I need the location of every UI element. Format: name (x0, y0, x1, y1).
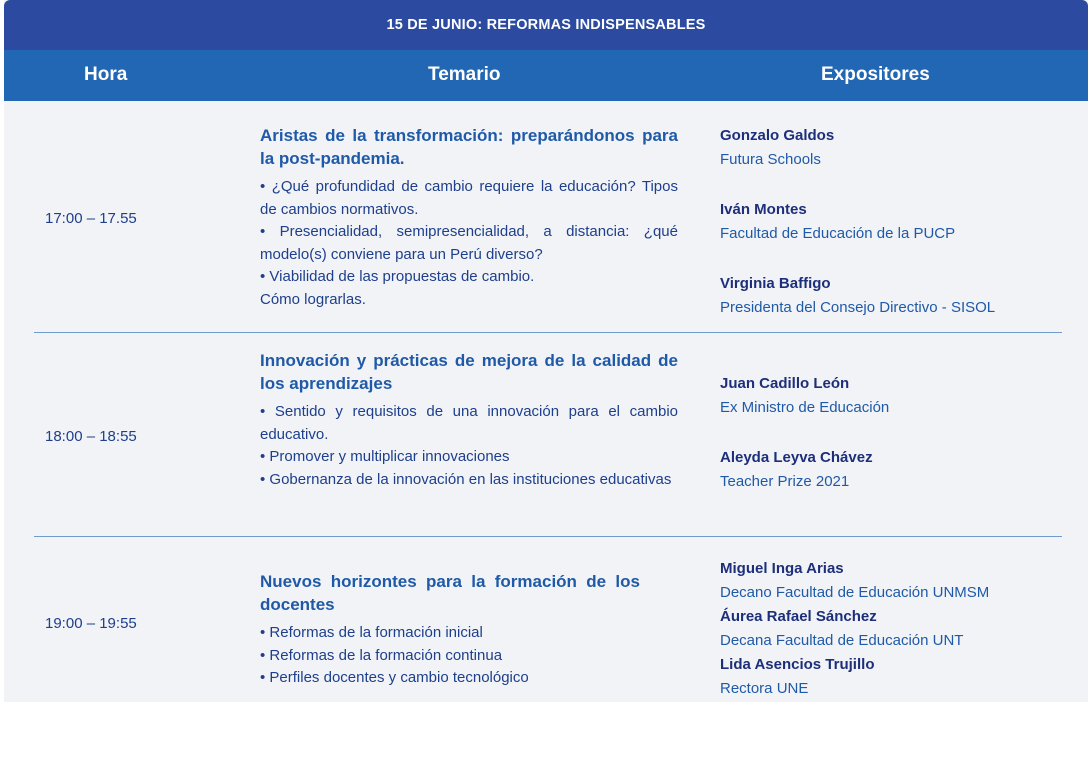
topic-bullet: • Reformas de la formación continua (260, 646, 503, 664)
topic-bullet: • Sentido y requisitos de una innovación para el cambio educativo. (260, 403, 678, 443)
topic-bullets (260, 622, 678, 690)
speaker-role: Facultad de Educación de la PUCP (720, 225, 956, 242)
topic-bullet: Cómo lograrlas. (260, 290, 366, 308)
speaker-role: Presidenta del Consejo Directivo - SISOL (720, 299, 996, 316)
speaker-role: Teacher Prize 2021 (720, 473, 850, 490)
session-time: 19:00 – 19:55 (45, 615, 137, 632)
topic-bullet: • Promover y multiplicar innovaciones (260, 448, 510, 465)
speaker-role: Ex Ministro de Educación (720, 399, 890, 416)
session-time: 18:00 – 18:55 (45, 428, 137, 445)
speakers-list (720, 557, 1080, 701)
topic-title: Innovación y prácticas de mejora de la calidad de los aprendizajes (260, 351, 678, 393)
speaker-name: Miguel Inga Arias (720, 560, 844, 577)
session-topic (260, 124, 678, 311)
speaker-role: Decano Facultad de Educación UNMSM (720, 584, 990, 601)
topic-bullets (260, 176, 678, 311)
column-header-expositores: Expositores (821, 64, 930, 85)
topic-bullet: • Gobernanza de la innovación en las instituciones educativas (260, 470, 672, 488)
topic-bullet: • ¿Qué profundidad de cambio requiere la educación? Tipos de cambios normativos. (260, 178, 678, 218)
speaker-role: Futura Schools (720, 151, 821, 168)
speaker-name: Áurea Rafael Sánchez (720, 608, 877, 625)
session-topic (260, 349, 678, 491)
speaker-name: Gonzalo Galdos (720, 127, 835, 144)
speaker-name: Iván Montes (720, 201, 807, 218)
topic-bullet: • Viabilidad de las propuestas de cambio. (260, 268, 535, 285)
session-topic (260, 570, 678, 690)
speaker-name: Lida Asencios Trujillo (720, 656, 875, 673)
speakers-list (720, 124, 1080, 320)
topic-bullets (260, 401, 678, 491)
session-time: 17:00 – 17.55 (45, 210, 137, 227)
day-banner: 15 DE JUNIO: REFORMAS INDISPENSABLES (4, 0, 1088, 50)
speaker-role: Decana Facultad de Educación UNT (720, 632, 964, 649)
row-divider (34, 332, 1062, 333)
topic-title: Aristas de la transformación: preparándonos para la post-pandemia. (260, 126, 678, 168)
speaker-role: Rectora UNE (720, 680, 809, 697)
topic-bullet: • Perfiles docentes y cambio tecnológico (260, 669, 529, 686)
speaker-name: Virginia Baffigo (720, 275, 831, 292)
speakers-list (720, 372, 1080, 494)
row-divider (34, 536, 1062, 537)
column-header-hora: Hora (84, 64, 128, 85)
speaker-name: Aleyda Leyva Chávez (720, 449, 873, 466)
column-header-temario: Temario (428, 64, 501, 85)
speaker-name: Juan Cadillo León (720, 375, 850, 392)
table-header (4, 50, 1088, 101)
topic-bullet: • Presencialidad, semipresencialidad, a distancia: ¿qué modelo(s) conviene para un Perú diverso? (260, 223, 678, 263)
topic-bullet: • Reformas de la formación inicial (260, 624, 483, 641)
topic-title: Nuevos horizontes para la formación de los docentes (260, 572, 640, 614)
schedule-sheet (4, 0, 1088, 702)
